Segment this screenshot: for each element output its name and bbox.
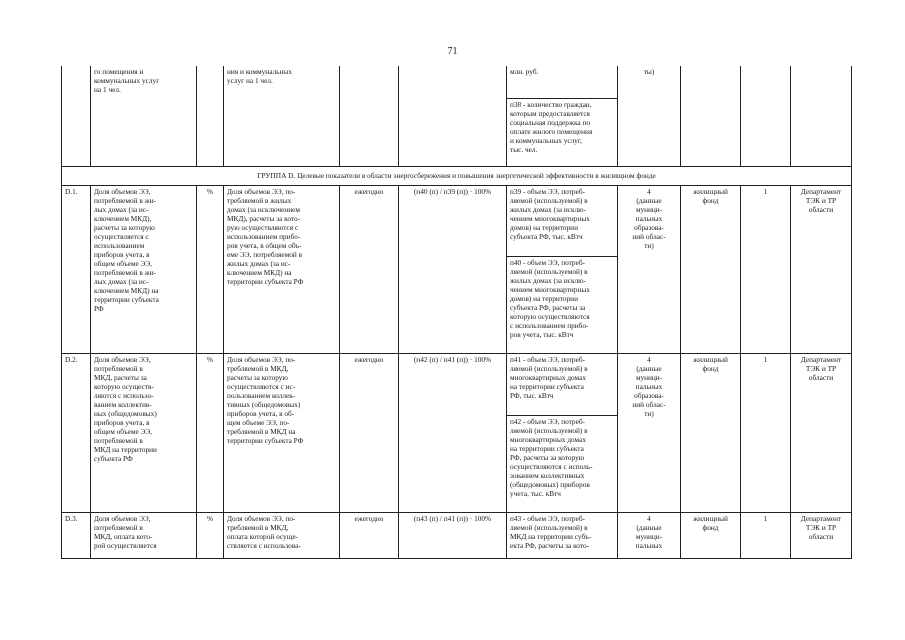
- row-name: Доля объемов ЭЭ, потребляемой в МКД, оплата кото- рой осуществляется: [91, 513, 197, 559]
- cell-sector: [681, 66, 741, 167]
- row-name: Доля объемов ЭЭ, потребляемой в жи- лых домах (за ис- ключением МКД), расчеты за которую осуществляется с использованием приборов учета, в общем объеме ЭЭ, потребляемой в жи- лых домах (за ис- ключением МКД) на территории субъекта РФ: [91, 186, 197, 354]
- continuation-row: [62, 66, 852, 167]
- cell-num: [741, 66, 791, 167]
- row-sector: жилищный фонд: [681, 354, 741, 513]
- cell-code: [62, 66, 91, 167]
- row-source: 4 (данные муници- пальных образова- ний облас- ти): [618, 354, 681, 513]
- cell-period: [340, 66, 399, 167]
- variable-1: п41 - объем ЭЭ, потреб- ляемой (используемой) в многоквартирных домах на территории субъекта РФ, тыс. кВтч: [510, 355, 588, 400]
- cell-source: ты): [618, 66, 681, 167]
- group-header-row: [62, 167, 852, 186]
- row-code: D.3.: [62, 513, 91, 559]
- row-sector: жилищный фонд: [681, 513, 741, 559]
- table-row: [62, 186, 852, 354]
- cell-definition: ния и коммунальных услуг на 1 чел.: [224, 66, 340, 167]
- row-num: 1: [741, 354, 791, 513]
- variable-2: п40 - объем ЭЭ, потреб- ляемой (используемой) в жилых домах (за исклю- чением многоквартирных домов) на территории субъекта РФ, расчеты за которую осуществляются с использованием прибо- ров учета, тыс. кВтч: [507, 256, 617, 340]
- row-name: Доля объемов ЭЭ, потребляемой в МКД, расчеты за которую осуществ- ляются с использо- ванием коллектив- ных (общедомовых) приборов учета, в общем объеме ЭЭ, потребляемой в МКД на территории субъекта РФ: [91, 354, 197, 513]
- page-number: 71: [447, 46, 458, 57]
- row-num: 1: [741, 513, 791, 559]
- table-row: [62, 513, 852, 559]
- row-definition: Доля объемов ЭЭ, по- требляемой в жилых домах (за исключением МКД), расчеты за кото- рую осуществляются с использованием прибо- ров учета, в общем объ- еме ЭЭ, потребляемой в жилых домах (за ис- ключением МКД) на территории субъекта РФ: [224, 186, 340, 354]
- row-sector: жилищный фонд: [681, 186, 741, 354]
- row-source: 4 (данные муници- пальных образова- ний облас- ти): [618, 186, 681, 354]
- row-unit: %: [197, 513, 224, 559]
- variable-definition: п38 - количество граждан, которым предоставляется социальная поддержка по оплате жилого помещения и коммунальных услуг, тыс. чел.: [507, 98, 617, 155]
- row-period: ежегодно: [340, 513, 399, 559]
- row-num: 1: [741, 186, 791, 354]
- row-unit: %: [197, 186, 224, 354]
- row-period: ежегодно: [340, 354, 399, 513]
- variable-unit: млн. руб.: [510, 67, 539, 76]
- row-definition: Доля объемов ЭЭ, по- требляемой в МКД, оплата которой осуще- ствляется с использова-: [224, 513, 340, 559]
- row-formula: (п42 (п) / п41 (п)) · 100%: [399, 354, 507, 513]
- cell-formula: [399, 66, 507, 167]
- row-code: D.1.: [62, 186, 91, 354]
- row-dept: Департамент ТЭК и ТР области: [791, 186, 852, 354]
- cell-name: го помещения и коммунальных услуг на 1 чел.: [91, 66, 197, 167]
- table-row: [62, 354, 852, 513]
- group-title: ГРУППА D. Целевые показатели в области энергосбережения и повышения энергетической эффективности в жилищном фонде: [62, 167, 852, 186]
- row-variables: п43 - объем ЭЭ, потреб- ляемой (используемой) в МКД на территории субъ- екта РФ, расчеты за кото-: [507, 513, 618, 559]
- row-definition: Доля объемов ЭЭ, по- требляемой в МКД, расчеты за которую осуществляются с ис- пользованием коллек- тивных (общедомовых) приборов учета, в об- щем объеме ЭЭ, по- требляемой в МКД на территории субъекта РФ: [224, 354, 340, 513]
- row-code: D.2.: [62, 354, 91, 513]
- indicators-table: [61, 66, 852, 559]
- row-formula: (п40 (п) / п39 (п)) · 100%: [399, 186, 507, 354]
- cell-variables: [507, 66, 618, 167]
- row-source: 4 (данные муници- пальных: [618, 513, 681, 559]
- row-variables: [507, 186, 618, 354]
- cell-dept: [791, 66, 852, 167]
- variable-1: п39 - объем ЭЭ, потреб- ляемой (используемой) в жилых домах (за исклю- чением многоквартирных домов) на территории субъекта РФ, тыс. кВтч: [510, 187, 590, 241]
- row-unit: %: [197, 354, 224, 513]
- variable-2: п42 - объем ЭЭ, потреб- ляемой (используемой) в многоквартирных домах на территории субъекта РФ, расчеты за которую осуществляются с исполь- зованием коллективных (общедомовых) приборов учета, тыс. кВтч: [507, 415, 617, 499]
- row-variables: [507, 354, 618, 513]
- row-formula: (п43 (п) / п41 (п)) · 100%: [399, 513, 507, 559]
- row-period: ежегодно: [340, 186, 399, 354]
- row-dept: Департамент ТЭК и ТР области: [791, 354, 852, 513]
- cell-unit: [197, 66, 224, 167]
- row-dept: Департамент ТЭК и ТР области: [791, 513, 852, 559]
